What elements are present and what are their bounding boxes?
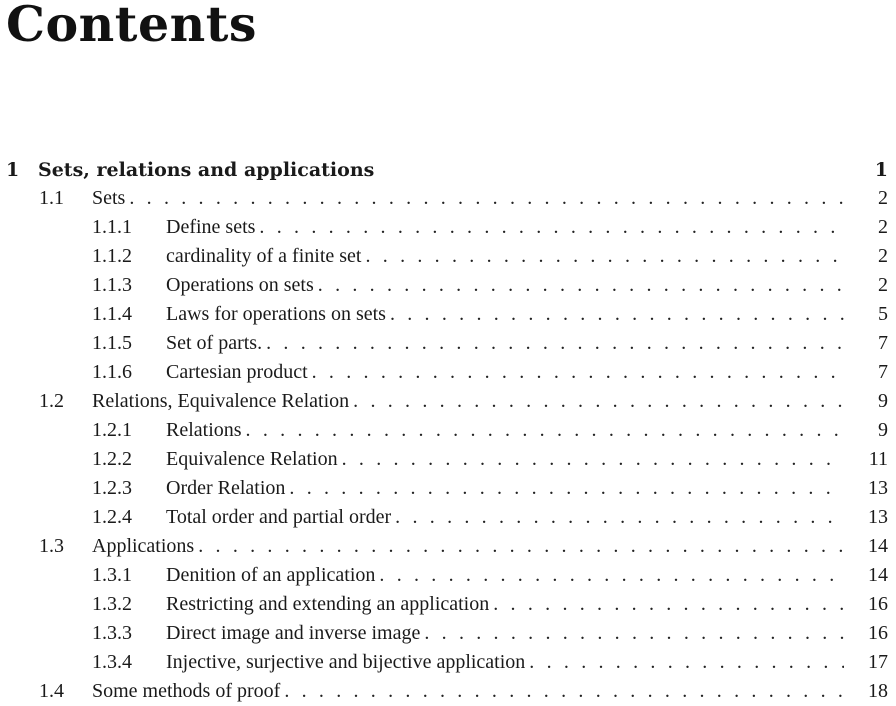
toc-label: Relations, Equivalence Relation xyxy=(92,387,353,416)
toc-label: Define sets xyxy=(166,213,259,242)
toc-page-number: 2 xyxy=(878,274,888,296)
dot-leader xyxy=(246,416,844,445)
toc-label: Operations on sets xyxy=(166,271,318,300)
toc-label: Denition of an application xyxy=(166,561,379,590)
toc-label: Cartesian product xyxy=(166,358,312,387)
toc-page-number: 2 xyxy=(878,187,888,209)
toc-entry[interactable] xyxy=(0,619,896,648)
toc-label: Set of parts. xyxy=(166,329,266,358)
toc-label-wrap xyxy=(92,532,844,561)
dot-leader xyxy=(493,590,844,619)
dot-leader xyxy=(259,213,844,242)
toc-entry[interactable] xyxy=(0,242,896,271)
toc-entry[interactable] xyxy=(0,503,896,532)
toc-number: 1.3.1 xyxy=(92,564,132,586)
toc-label-wrap xyxy=(92,387,844,416)
toc-number: 1.2.1 xyxy=(92,419,132,441)
toc-label-wrap xyxy=(38,157,844,184)
toc-label: Sets xyxy=(92,184,129,213)
toc-label-wrap xyxy=(166,416,844,445)
toc-number: 1.1.5 xyxy=(92,332,132,354)
toc-page-number: 7 xyxy=(878,332,888,354)
toc-label: Direct image and inverse image xyxy=(166,619,424,648)
toc-page-number: 14 xyxy=(868,564,888,586)
toc-label-wrap xyxy=(92,677,844,706)
toc-label: Some methods of proof xyxy=(92,677,284,706)
toc-entry[interactable] xyxy=(0,648,896,677)
toc-number: 1.2 xyxy=(39,390,64,412)
toc-number: 1.3.4 xyxy=(92,651,132,673)
dot-leader xyxy=(312,358,844,387)
toc-number: 1.2.2 xyxy=(92,448,132,470)
toc-entry[interactable] xyxy=(0,184,896,213)
dot-leader xyxy=(289,474,844,503)
toc-page-number: 9 xyxy=(878,390,888,412)
toc-number: 1.1.6 xyxy=(92,361,132,383)
toc-entry[interactable] xyxy=(0,532,896,561)
toc-label: Relations xyxy=(166,416,246,445)
toc-page-number: 13 xyxy=(868,506,888,528)
dot-leader xyxy=(395,503,844,532)
toc-page-number: 7 xyxy=(878,361,888,383)
dot-leader xyxy=(353,387,844,416)
toc-label: cardinality of a finite set xyxy=(166,242,365,271)
toc-label: Total order and partial order xyxy=(166,503,395,532)
toc-entry[interactable] xyxy=(0,358,896,387)
page-title: Contents xyxy=(6,0,257,53)
toc-label: Injective, surjective and bijective application xyxy=(166,648,529,677)
toc-entry[interactable] xyxy=(0,677,896,706)
toc-label-wrap xyxy=(166,358,844,387)
toc-label-wrap xyxy=(92,184,844,213)
toc-label-wrap xyxy=(166,242,844,271)
toc-page-number: 9 xyxy=(878,419,888,441)
toc-entry[interactable] xyxy=(0,213,896,242)
toc-label-wrap xyxy=(166,213,844,242)
dot-leader xyxy=(318,271,844,300)
toc-label-wrap xyxy=(166,271,844,300)
dot-leader xyxy=(390,300,844,329)
toc-entry[interactable] xyxy=(0,445,896,474)
toc-page-number: 2 xyxy=(878,216,888,238)
toc-entry[interactable] xyxy=(0,300,896,329)
toc-entry[interactable] xyxy=(0,561,896,590)
toc-label: Laws for operations on sets xyxy=(166,300,390,329)
toc-label: Equivalence Relation xyxy=(166,445,342,474)
toc-page-number: 18 xyxy=(868,680,888,702)
dot-leader xyxy=(284,677,844,706)
dot-leader xyxy=(529,648,844,677)
toc-label: Applications xyxy=(92,532,198,561)
toc-page-number: 5 xyxy=(878,303,888,325)
toc-number: 1.1 xyxy=(39,187,64,209)
toc-entry[interactable] xyxy=(0,590,896,619)
toc-page-number: 16 xyxy=(868,593,888,615)
toc-page-number: 16 xyxy=(868,622,888,644)
toc-label: Restricting and extending an application xyxy=(166,590,493,619)
toc-number: 1.1.2 xyxy=(92,245,132,267)
toc-number: 1.3.3 xyxy=(92,622,132,644)
dot-leader xyxy=(365,242,844,271)
toc-number: 1.2.3 xyxy=(92,477,132,499)
table-of-contents xyxy=(0,157,896,706)
dot-leader xyxy=(129,184,844,213)
toc-page-number: 14 xyxy=(868,535,888,557)
toc-number: 1.4 xyxy=(39,680,64,702)
toc-entry[interactable] xyxy=(0,329,896,358)
toc-number: 1.1.4 xyxy=(92,303,132,325)
toc-entry[interactable] xyxy=(0,474,896,503)
toc-page-number: 1 xyxy=(874,159,888,181)
dot-leader xyxy=(266,329,844,358)
toc-entry[interactable] xyxy=(0,387,896,416)
toc-label-wrap xyxy=(166,590,844,619)
toc-label-wrap xyxy=(166,300,844,329)
toc-label-wrap xyxy=(166,561,844,590)
dot-leader xyxy=(342,445,844,474)
toc-label-wrap xyxy=(166,474,844,503)
toc-label: Sets, relations and applications xyxy=(38,157,378,184)
toc-page-number: 17 xyxy=(868,651,888,673)
toc-page-number: 2 xyxy=(878,245,888,267)
toc-number: 1.1.3 xyxy=(92,274,132,296)
toc-number: 1.3.2 xyxy=(92,593,132,615)
dot-leader xyxy=(198,532,844,561)
toc-page-number: 11 xyxy=(868,448,888,470)
toc-number: 1 xyxy=(6,159,20,181)
toc-entry[interactable] xyxy=(0,416,896,445)
toc-label-wrap xyxy=(166,648,844,677)
toc-number: 1.1.1 xyxy=(92,216,132,238)
dot-leader xyxy=(424,619,844,648)
toc-page-number: 13 xyxy=(868,477,888,499)
toc-number: 1.2.4 xyxy=(92,506,132,528)
toc-entry[interactable] xyxy=(0,271,896,300)
toc-chapter-1[interactable] xyxy=(0,157,896,184)
toc-label-wrap xyxy=(166,619,844,648)
toc-label: Order Relation xyxy=(166,474,289,503)
toc-label-wrap xyxy=(166,503,844,532)
dot-leader xyxy=(379,561,844,590)
toc-label-wrap xyxy=(166,329,844,358)
toc-label-wrap xyxy=(166,445,844,474)
toc-number: 1.3 xyxy=(39,535,64,557)
